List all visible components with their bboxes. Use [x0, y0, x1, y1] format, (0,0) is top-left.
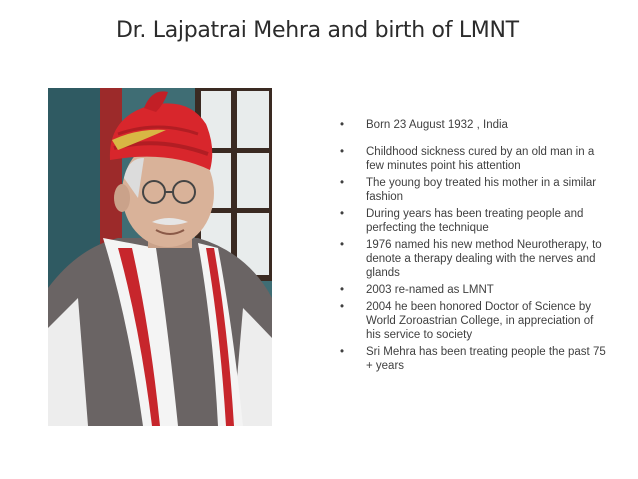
bullet-childhood: • Childhood sickness cured by an old man in a few minutes point his attention	[340, 145, 610, 173]
bullet-technique: • During years has been treating people and perfecting the technique	[340, 207, 610, 235]
bullet-renamed: • 2003 re-named as LMNT	[340, 283, 610, 297]
slide-title: Dr. Lajpatrai Mehra and birth of LMNT	[116, 18, 519, 43]
bullet-honored: • 2004 he been honored Doctor of Science by World Zoroastrian College, in appreciation of his service to society	[340, 300, 610, 342]
bullet-neurotherapy: • 1976 named his new method Neurotherapy, to denote a therapy dealing with the nerves and glands	[340, 238, 610, 280]
bullet-born: • Born 23 August 1932 , India	[340, 118, 610, 132]
bullet-years: • Sri Mehra has been treating people the past 75 + years	[340, 345, 610, 373]
bullet-list	[340, 118, 610, 376]
portrait-photo	[48, 88, 272, 426]
bullet-mother: • The young boy treated his mother in a similar fashion	[340, 176, 610, 204]
